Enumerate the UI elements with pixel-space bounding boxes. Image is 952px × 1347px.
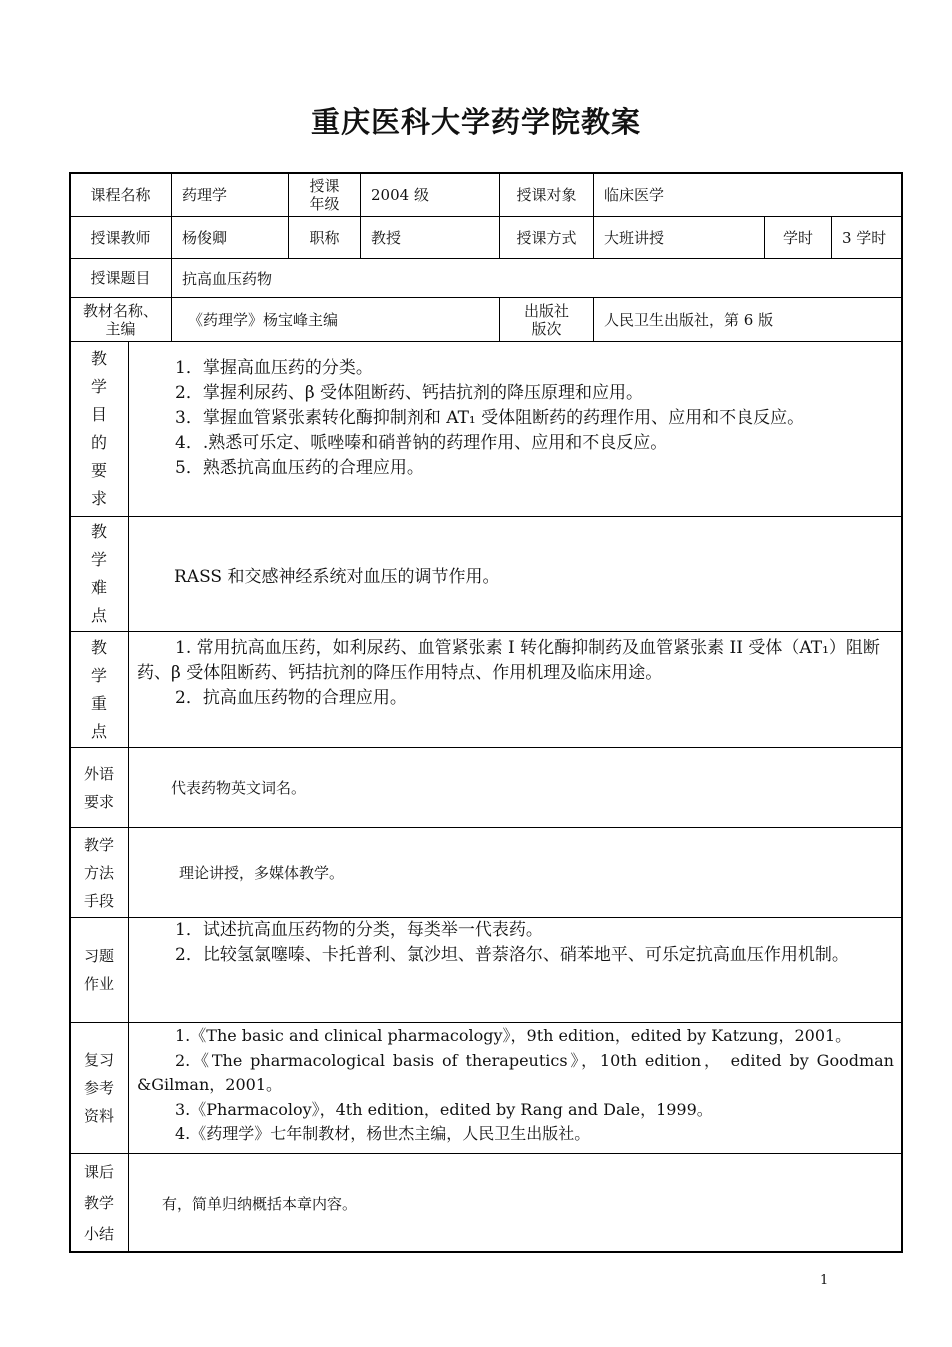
textbook-value: 《药理学》杨宝峰主编 [171, 297, 500, 342]
rank-label: 职称 [288, 216, 361, 259]
reference-item: 4.《药理学》七年制教材，杨世杰主编，人民卫生出版社。 [175, 1124, 591, 1143]
goals-label-char: 要 [90, 461, 107, 480]
summary-label [69, 1153, 129, 1253]
goal-item: 4．.熟悉可乐定、哌唑嗪和硝普钠的药理作用、应用和不良反应。 [175, 433, 668, 453]
difficulty-label-char: 点 [90, 606, 107, 625]
language-content: 代表药物英文词名。 [128, 747, 903, 828]
language-label-line: 要求 [83, 792, 114, 811]
publisher-label [499, 297, 594, 342]
language-label [69, 747, 129, 828]
goals-label-char: 的 [90, 433, 107, 452]
method-value: 大班讲授 [593, 216, 765, 259]
methods-label-line: 手段 [83, 891, 114, 910]
difficulty-label-char: 难 [90, 578, 107, 597]
publisher-label-line2: 版次 [531, 319, 562, 338]
difficulty-label-char: 学 [90, 550, 107, 569]
reference-item: 2.《The pharmacological basis of therapeutics》，10th edition， edited by Goodman &Gilman，2001。 [137, 1050, 894, 1094]
summary-label-line: 教学 [83, 1193, 114, 1212]
goal-item-part: ₁ 受体阻断药的药理作用、应用和不良反应。 [468, 408, 805, 428]
grade-label [288, 172, 361, 217]
goal-item [137, 406, 894, 431]
keypoints-label [69, 631, 129, 748]
difficulty-content: RASS 和交感神经系统对血压的调节作用。 [128, 516, 903, 632]
hours-label: 学时 [764, 216, 832, 259]
goals-label-char: 教 [90, 349, 107, 368]
goals-content [128, 341, 903, 517]
textbook-label-line1: 教材名称、 [82, 301, 158, 320]
hours-value: 3 学时 [831, 216, 903, 259]
publisher-value: 人民卫生出版社，第 6 版 [593, 297, 903, 342]
methods-label [69, 827, 129, 918]
summary-label-line: 小结 [83, 1224, 114, 1243]
method-label: 授课方式 [499, 216, 594, 259]
homework-item: 1．试述抗高血压药物的分类，每类举一代表药。 [175, 920, 543, 940]
goals-label-char: 求 [90, 489, 107, 508]
references-label-line: 参考 [83, 1079, 114, 1097]
keypoint-item: 1. 常用抗高血压药，如利尿药、血管紧张素 I 转化酶抑制药及血管紧张素 II 受体（AT₁）阻断药、β 受体阻断药、钙拮抗剂的降压作用特点、作用机理及临床用途。 [137, 638, 880, 683]
goals-label-char: 目 [90, 405, 107, 424]
methods-content: 理论讲授，多媒体教学。 [128, 827, 903, 918]
grade-value: 2004 级 [360, 172, 500, 217]
homework-label-line: 作业 [83, 975, 114, 993]
references-label [69, 1022, 129, 1154]
rank-value: 教授 [360, 216, 500, 259]
difficulty-label [69, 516, 129, 632]
page-number: 1 [820, 1273, 829, 1288]
references-content [128, 1022, 903, 1154]
keypoints-label-char: 教 [90, 637, 107, 657]
methods-label-line: 教学 [83, 835, 114, 854]
goal-item-part: 3．掌握血管紧张素转化酶抑制剂和 AT [175, 408, 469, 428]
methods-label-line: 方法 [83, 863, 114, 882]
references-label-line: 复习 [83, 1051, 114, 1069]
goal-item: 5．熟悉抗高血压药的合理应用。 [175, 458, 424, 478]
teacher-value: 杨俊卿 [171, 216, 289, 259]
references-label-line: 资料 [83, 1107, 114, 1125]
homework-label [69, 917, 129, 1023]
difficulty-label-char: 教 [90, 522, 107, 541]
reference-item: 3.《Pharmacoloy》，4th edition，edited by Rang and Dale，1999。 [175, 1099, 713, 1119]
document-title: 重庆医科大学药学院教案 [310, 105, 641, 139]
keypoints-label-char: 重 [90, 693, 107, 713]
audience-value: 临床医学 [593, 172, 903, 217]
language-label-line: 外语 [83, 764, 114, 783]
keypoint-item: 2．抗高血压药物的合理应用。 [175, 688, 407, 708]
keypoints-content [128, 631, 903, 748]
topic-label: 授课题目 [69, 258, 172, 298]
summary-label-line: 课后 [83, 1162, 114, 1181]
textbook-label-line2: 主编 [105, 319, 136, 338]
textbook-label [69, 297, 172, 342]
keypoints-label-char: 点 [90, 721, 107, 741]
goals-label [69, 341, 129, 517]
goal-item: 1．掌握高血压药的分类。 [175, 358, 373, 378]
summary-content: 有，简单归纳概括本章内容。 [128, 1153, 903, 1253]
goal-item: 2．掌握利尿药、β 受体阻断药、钙拮抗剂的降压原理和应用。 [175, 383, 644, 403]
grade-label-line2: 年级 [309, 194, 340, 213]
course-value: 药理学 [171, 172, 289, 217]
course-label: 课程名称 [69, 172, 172, 217]
homework-item: 2．比较氢氯噻嗪、卡托普利、氯沙坦、普萘洛尔、硝苯地平、可乐定抗高血压作用机制。 [175, 945, 849, 965]
publisher-label-line1: 出版社 [523, 301, 569, 320]
teacher-label: 授课教师 [69, 216, 172, 259]
homework-label-line: 习题 [83, 947, 114, 965]
topic-value: 抗高血压药物 [171, 258, 903, 298]
reference-item: 1.《The basic and clinical pharmacology》，9th edition，edited by Katzung，2001。 [175, 1026, 852, 1045]
goals-label-char: 学 [90, 377, 107, 396]
keypoints-label-char: 学 [90, 665, 107, 685]
homework-content [128, 917, 903, 1023]
audience-label: 授课对象 [499, 172, 594, 217]
grade-label-line1: 授课 [309, 176, 340, 195]
